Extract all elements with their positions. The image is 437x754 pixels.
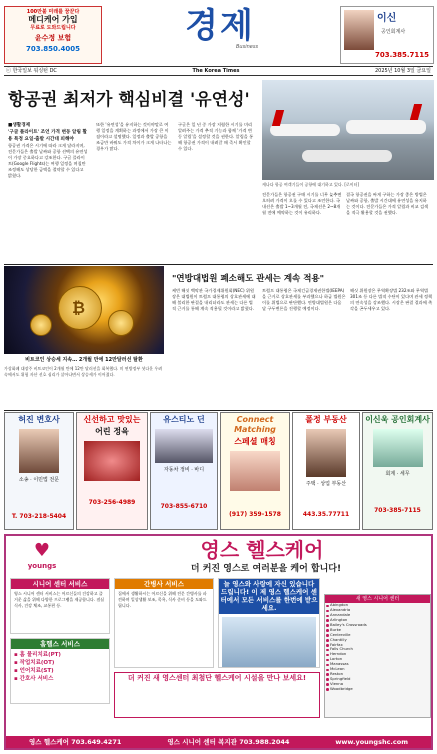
- ad-subline: 무료로 도와드립니다: [30, 25, 76, 32]
- location-item: McLean: [325, 667, 430, 672]
- advertiser-phone[interactable]: 703.385.7115: [375, 51, 430, 59]
- divider: [4, 410, 433, 411]
- info-bar: [4, 66, 433, 76]
- publisher: ⓒ 한국일보 워싱턴 DC: [6, 67, 57, 74]
- ad-sub: 스페셜 매칭: [234, 437, 276, 446]
- ad-headline: 메디케어 가입: [28, 15, 78, 25]
- medicare-ad[interactable]: [4, 6, 102, 64]
- article-text: 항공권 가격은 시기에 따라 크게 달라지며, 전문가들은 출발 날짜와 공항 선택의 유연성이 가장 중요하다고 강조한다. 구글 플라이트(Google Flights)는 여행 일정을 며칠만 조정해도 상당한 금액을 절약할 수 있다고 밝혔다.: [8, 143, 88, 178]
- office-image: [373, 429, 423, 467]
- location-item: Centreville: [325, 633, 430, 638]
- service-item: ▪ 언어치료(ST): [14, 668, 54, 675]
- article-column-1: 케빈 해싯 백악관 국가경제위원회(NEC) 위원장은 대법원이 트럼프 대통령의 상호관세에 대해 불리한 판결을 내리더라도 관세는 다른 법적 근거를 통해 계속 적용될 것이라고 밝혔다.: [172, 288, 256, 311]
- box-heading: 늘 영스와 사랑에 자신 있습니다 드립니다! 이 제 영스 헬스케어 센터에서 모든 서비스를 한번에 받으세요.: [220, 580, 318, 613]
- article-column-5: 결국 항공권을 싸게 구하는 가장 좋은 방법은 날짜와 공항, 출발 시간대에 유연성을 유지하는 것이다. 전문가들은 가격 알림과 비교 검색을 적극 활용할 것을 권했다.: [346, 192, 429, 215]
- box-heading: 시니어 센터 서비스: [11, 579, 109, 589]
- ad-sub: 어린 정육: [95, 427, 129, 436]
- lawyer-ad[interactable]: [4, 412, 74, 530]
- box-body: 영스 시니어 센터 서비스는 어르신들의 건강하고 즐거운 삶을 위해 다양한 프로그램을 제공합니다. 점심 식사, 건강 체조, 교통편 등.: [14, 591, 105, 609]
- location-item: Annandale: [325, 613, 430, 618]
- car-image: [155, 429, 213, 463]
- ad-phone[interactable]: 703-256-4989: [88, 499, 136, 506]
- location-item: Burke: [325, 628, 430, 633]
- ad-title: 폴정 부동산: [305, 415, 347, 424]
- meat-image: [84, 441, 140, 481]
- location-item: Reston: [325, 672, 430, 677]
- phone-link[interactable]: 영스 시니어 센터 복지관 703.988.2044: [167, 737, 290, 746]
- ad-phone[interactable]: 703.850.4005: [25, 45, 81, 54]
- ad-sub: 소송 · 이민법 전문: [18, 477, 60, 483]
- ad-sub: 주택 · 상업 부동산: [305, 481, 347, 487]
- box-heading: 간병사 서비스: [115, 579, 213, 589]
- center-note-box: [218, 578, 320, 668]
- location-item: Fairfax: [325, 643, 430, 648]
- location-item: Springfield: [325, 677, 430, 682]
- phone-link[interactable]: 영스 헬스케어 703.649.4271: [29, 737, 122, 746]
- ad-title: 영스 헬스케어: [200, 538, 324, 562]
- couple-image: [230, 451, 280, 491]
- location-item: Vienna: [325, 682, 430, 687]
- agent-photo: [306, 429, 346, 477]
- advertiser-title: 공인회계사: [381, 29, 406, 35]
- location-item: Woodbridge: [325, 687, 430, 692]
- airplane-shape: [346, 120, 426, 134]
- coin-shape: [108, 310, 134, 336]
- service-item: ▪ 작업치료(OT): [14, 660, 55, 667]
- article-column-3: 구글은 일 년 중 가장 저렴한 시기를 미리 알려주는 가격 추적 기능과 함께 '가격 변동 알림'을 설정할 것을 권한다. 알림을 통해 항공권 가격이 내려갈 때 즉시 확인할 수 있다.: [178, 122, 254, 151]
- article-column-2: 또한 '유연성'을 유지하는 것이야말로 여행 일정을 계획하는 과정에서 가장 큰 이점이라고 설명했다. 일정과 출발 공항을 조금만 바꿔도 가격 차이가 크게 나타나는 경우가 많다.: [96, 122, 172, 151]
- bitcoin-photo: [4, 266, 164, 354]
- meat-ad[interactable]: [76, 412, 148, 530]
- list-heading: 새 영스 시니어 센터: [325, 595, 430, 603]
- location-item: Arlington: [325, 618, 430, 623]
- section-label: ■생활경제: [8, 123, 31, 128]
- realty-ad[interactable]: [292, 412, 360, 530]
- article-headline[interactable]: "연방대법원 폐소해도 관세는 계속 적용": [172, 274, 325, 284]
- youngs-logo: [12, 540, 72, 580]
- divider: [4, 264, 433, 265]
- airplane-shape: [302, 150, 392, 162]
- box-heading: 홈헬스 서비스: [11, 639, 109, 649]
- section-title: 경제: [185, 6, 255, 46]
- ad-phone[interactable]: (917) 359-1578: [229, 511, 281, 518]
- location-item: Falls Church: [325, 647, 430, 652]
- ads-row: [4, 412, 433, 532]
- ad-sub: 자동차 정비 · 바디: [163, 467, 205, 473]
- ad-subtitle: 더 커진 영스로 여러분을 케어 합니다!: [190, 564, 342, 574]
- article-headline[interactable]: 항공권 최저가 핵심비결 '유연성': [8, 90, 250, 110]
- ad-title: 이신욱 공인회계사: [365, 415, 430, 424]
- ad-sub: 회계 · 세무: [385, 471, 410, 477]
- article-column-3: 해싯 위원장은 무역확장법 232조와 무역법 301조 등 다른 법적 수단이 있다며 관세 정책의 연속성을 강조했다. 시장은 판결 결과에 촉각을 곤두세우고 있다.: [350, 288, 433, 311]
- ad-title: Connect Matching: [234, 415, 276, 434]
- ad-title: 유스티노 딘: [163, 415, 205, 424]
- photo-caption-body: 가상화폐 대장주 비트코인이 2개월 만에 12만 달러선을 회복했다. 미 연방정부 셧다운 우려 속에서도 위험 자산 선호 심리가 살아나면서 상승세가 이어졌다.: [4, 366, 163, 377]
- ad-phone[interactable]: 443.35.77711: [302, 511, 350, 519]
- paper-name: The Korea Times: [192, 67, 240, 74]
- photo-caption: 캐나다 항공 여객기들이 공항에 대기하고 있다. [로이터]: [262, 182, 360, 187]
- section-subtitle: Business: [236, 44, 259, 50]
- ad-title: 허진 변호사: [18, 415, 60, 424]
- location-item: Lorton: [325, 657, 430, 662]
- ad-phone[interactable]: 703-385-7115: [374, 507, 421, 515]
- article-column-2: 트럼프 대통령은 국제긴급경제권한법(IEEPA)을 근거로 상호관세를 부과했으나 하급 법원은 이를 위법으로 판단했다. 연방대법원은 다음 달 구두변론을 진행할 예정이다.: [262, 288, 346, 311]
- ad-photo: [19, 429, 59, 473]
- heart-icon: ♥: [33, 540, 51, 561]
- bitcoin-icon: ₿: [72, 298, 86, 317]
- advertiser-name: 이신: [377, 13, 397, 24]
- ad-phone[interactable]: T. 703-218-5404: [11, 513, 67, 521]
- caregiver-box: [114, 578, 214, 668]
- location-item: Bailey's Crossroads: [325, 623, 430, 628]
- photo-caption: 비트코인 상승세 지속… 2개월 만에 12만달러선 탈환: [25, 357, 143, 363]
- cpa-ad[interactable]: [340, 6, 434, 64]
- ad-tagline: 100만불 미래를 꿈꾼다: [26, 9, 80, 15]
- coin-shape: [30, 314, 52, 336]
- article-column-4: 전문가들은 항공권 구매 시기를 너무 늦추면 오히려 가격이 오를 수 있다고 조언한다. 국내선은 출발 1~3개월 전, 국제선은 2~8개월 전에 예약하는 것이 유리하다.: [262, 192, 342, 215]
- home-health-box: [10, 638, 110, 704]
- locations-list: [324, 594, 431, 718]
- service-list: [11, 649, 109, 685]
- airplanes-photo: [262, 80, 434, 180]
- auto-ad[interactable]: [150, 412, 218, 530]
- advertiser-photo: [344, 10, 374, 50]
- logo-text: youngs: [27, 562, 57, 570]
- contact-bar: [6, 736, 431, 748]
- healthcare-ad[interactable]: [4, 534, 433, 750]
- location-item: Alexandria: [325, 608, 430, 613]
- service-item: ▪ 간호사 서비스: [14, 676, 54, 683]
- location-item: Chantilly: [325, 638, 430, 643]
- new-center-box: [114, 672, 320, 718]
- box-heading: 더 커진 새 영스센터 최첨단 헬스케어 시설을 만나 보세요!: [115, 673, 319, 684]
- issue-date: 2025년 10월 3일 금요일: [374, 67, 431, 74]
- senior-center-box: [10, 578, 110, 634]
- location-item: Herndon: [325, 652, 430, 657]
- masthead: [150, 4, 290, 56]
- website-link[interactable]: www.youngshc.com: [335, 737, 408, 746]
- ad-phone[interactable]: 703-855-6710: [160, 503, 208, 511]
- box-body: 집에서 생활하시는 어르신을 위해 전문 간병사를 파견하며 일상생활 보조, 목욕, 식사 준비 등을 도와드립니다.: [118, 591, 207, 609]
- location-item: Manassas: [325, 662, 430, 667]
- article-deck: '구글 플라이트' 조언 가격 변동 알림 활용 특정 요일·출발 시간대 피해야: [8, 130, 87, 142]
- service-item: ▪ 홈 물리치료(PT): [14, 652, 61, 659]
- ad-title: 신선하고 맛있는: [83, 415, 141, 424]
- airplane-shape: [270, 124, 340, 136]
- airplane-tail: [410, 104, 422, 120]
- center-photo: [222, 617, 316, 667]
- accountant-ad[interactable]: [362, 412, 433, 530]
- location-item: Abingdon: [325, 603, 430, 608]
- ad-name: 윤수정 보험: [34, 33, 72, 42]
- matching-ad[interactable]: [220, 412, 290, 530]
